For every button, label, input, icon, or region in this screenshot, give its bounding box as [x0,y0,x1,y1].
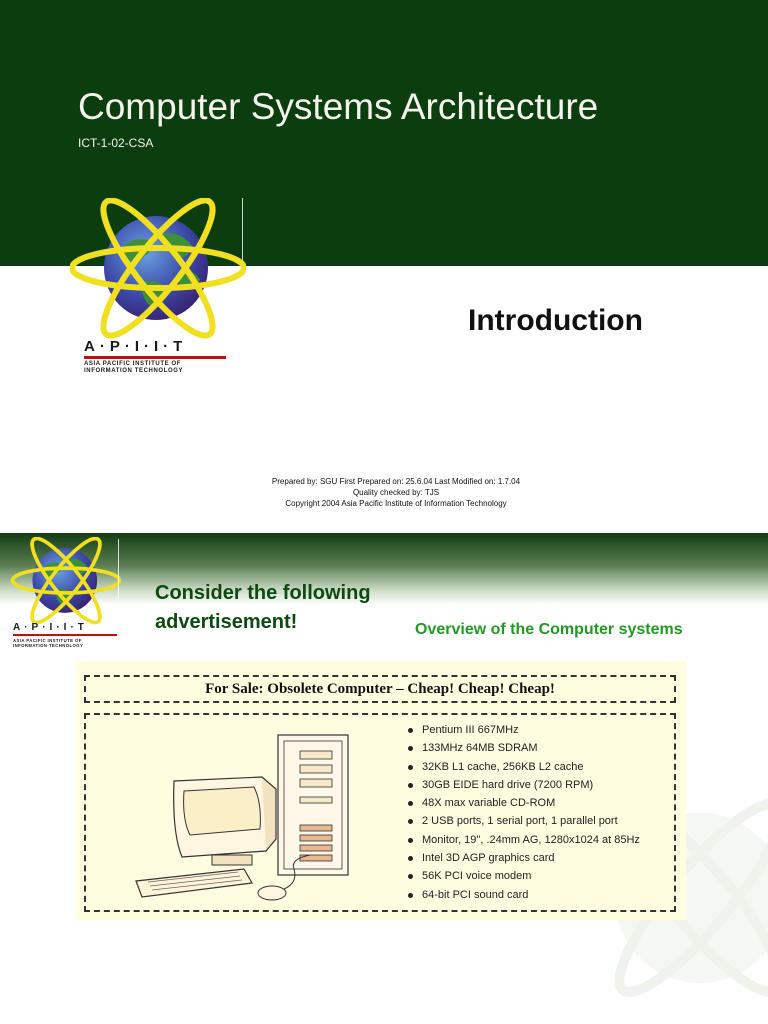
footer-line-2: Quality checked by: TJS [352,488,440,497]
spec-list [406,721,640,904]
footer-line-3: Copyright 2004 Asia Pacific Institute of Information Technology [285,499,507,508]
computer-illustration [134,733,364,903]
spec-item: Pentium III 667MHz [406,721,640,739]
spec-item: Intel 3D AGP graphics card [406,849,640,867]
footer-line-1: Prepared by: SGU First Prepared on: 25.6.04 Last Modified on: 1.7.04 [271,477,521,486]
prepared-by-footer [200,476,592,509]
spec-item: 64-bit PCI sound card [406,886,640,904]
divider-line [118,539,119,599]
heading-line-2: advertisement! [155,611,298,633]
logo-red-bar [13,634,117,636]
ad-title: For Sale: Obsolete Computer – Cheap! Cheap! Cheap! [84,675,676,703]
section-title: Overview of the Computer systems [415,621,683,638]
heading-line-1: Consider the following [155,582,371,604]
spec-item: 2 USB ports, 1 serial port, 1 parallel port [406,812,640,830]
logo-line-2: INFORMATION TECHNOLOGY [13,643,84,648]
slide-title: Computer Systems Architecture [78,86,599,127]
spec-item: 48X max variable CD-ROM [406,794,640,812]
logo-line-1: ASIA PACIFIC INSTITUTE OF [84,361,181,367]
advertisement-panel [76,661,686,920]
globe-logo-icon [10,537,122,629]
course-code: ICT-1-02-CSA [78,136,154,150]
logo-line-2: INFORMATION TECHNOLOGY [84,368,184,374]
spec-item: 32KB L1 cache, 256KB L2 cache [406,758,640,776]
ad-body [84,713,676,912]
globe-logo-icon [70,198,246,346]
institute-logo-text [84,338,234,375]
spec-item: 30GB EIDE hard drive (7200 RPM) [406,776,640,794]
advertisement-slide [0,533,768,1024]
spec-item: Monitor, 19", .24mm AG, 1280x1024 at 85Hz [406,831,640,849]
institute-logo-text [13,622,123,648]
logo-red-bar [84,356,226,359]
slide-heading [155,579,371,637]
logo-line-1: ASIA PACIFIC INSTITUTE OF [13,638,82,643]
spec-item: 56K PCI voice modem [406,867,640,885]
logo-acronym: A·P·I·I·T [84,338,188,355]
spec-item: 133MHz 64MB SDRAM [406,739,640,757]
logo-acronym: A·P·I·I·T [13,622,88,633]
slide-subtitle: Introduction [468,304,643,337]
